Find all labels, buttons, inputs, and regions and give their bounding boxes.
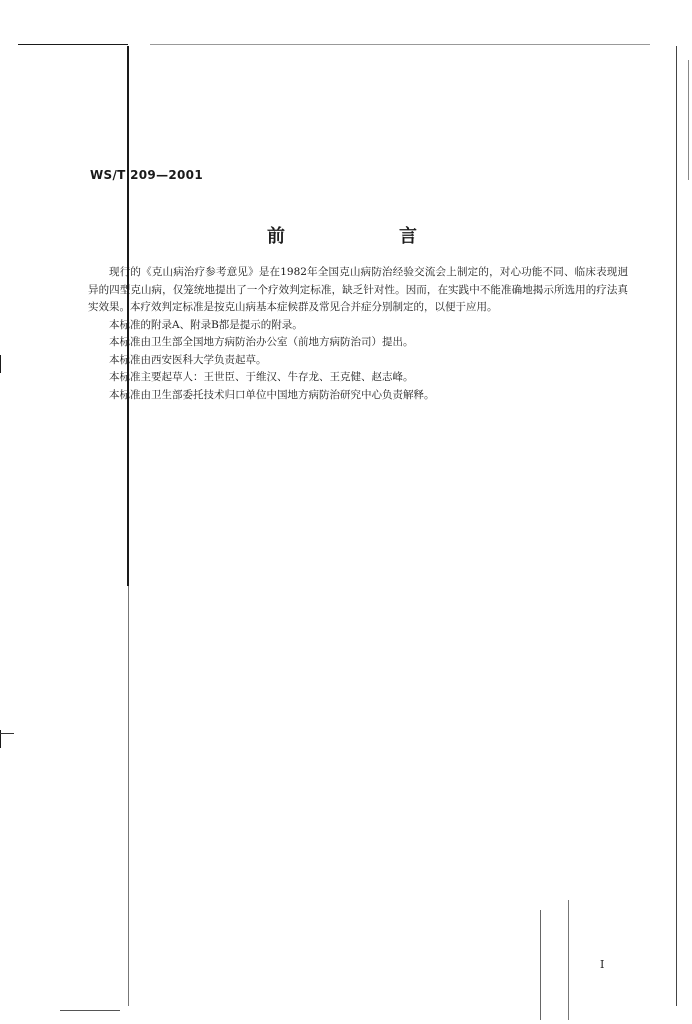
scan-artifact-line xyxy=(0,355,1,373)
paragraph: 现行的《克山病治疗参考意见》是在1982年全国克山病防治经验交流会上制定的，对心功能不同、临床表现迥异的四型克山病，仅笼统地提出了一个疗效判定标准，缺乏针对性。因而，在实践中不能准确地揭示所选用的疗法真实效果。本疗效判定标准是按克山病基本症候群及常见合并症分别制定的，以便于应用。 xyxy=(88,266,628,313)
foreword-body xyxy=(88,264,628,404)
paragraph: 本标准由卫生部全国地方病防治办公室（前地方病防治司）提出。 xyxy=(109,336,414,348)
page-number: I xyxy=(600,958,605,971)
standard-number: WS/T 209—2001 xyxy=(90,168,203,182)
paragraph: 本标准主要起草人：王世臣、于维汉、牛存龙、王克健、赵志峰。 xyxy=(109,371,414,383)
scan-artifact-line xyxy=(540,910,541,1020)
section-title: 前 言 xyxy=(267,226,465,247)
scan-artifact-line xyxy=(568,900,569,1020)
paragraph: 本标准的附录A、附录B都是提示的附录。 xyxy=(109,318,303,331)
scan-artifact-line xyxy=(18,44,128,45)
page-number-mark xyxy=(600,958,605,974)
paragraph: 本标准由卫生部委托技术归口单位中国地方病防治研究中心负责解释。 xyxy=(109,388,435,401)
scan-artifact-line xyxy=(676,46,677,1006)
paragraph: 本标准由西安医科大学负责起草。 xyxy=(109,353,267,366)
scan-artifact-line xyxy=(60,1010,120,1011)
scan-artifact-line xyxy=(688,60,689,180)
scan-artifact-line xyxy=(128,586,129,1006)
scan-artifact-line xyxy=(0,733,14,734)
scan-artifact-line xyxy=(150,44,650,45)
